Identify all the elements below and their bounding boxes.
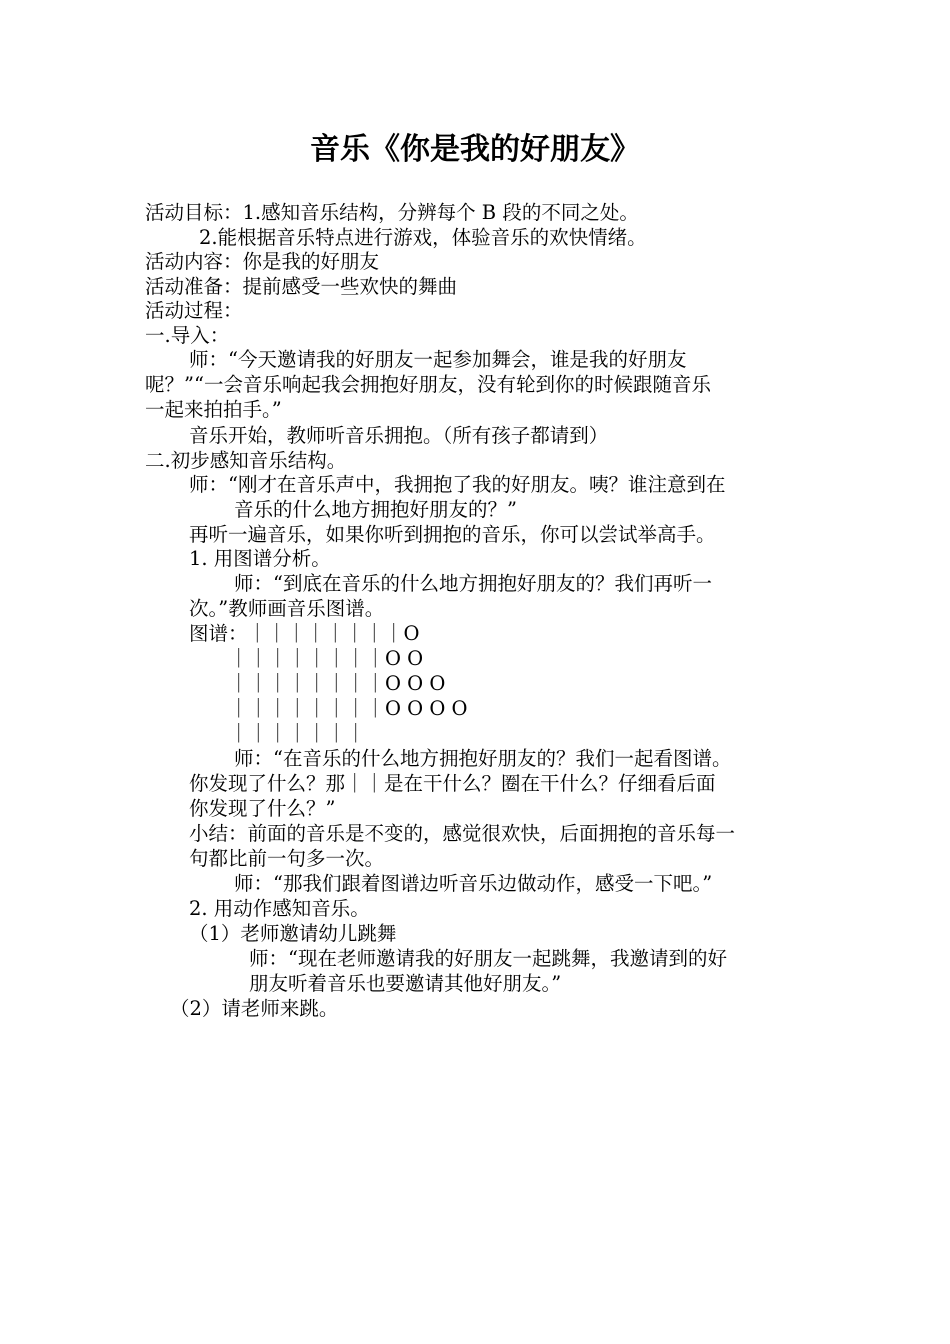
paragraph-line: 师：“那我们跟着图谱边听音乐边做动作，感受一下吧。”: [234, 872, 713, 895]
subsection-heading: 2. 用动作感知音乐。: [189, 897, 370, 920]
summary-line: 句都比前一句多一次。: [189, 847, 385, 870]
section-heading-structure: 二.初步感知音乐结构。: [145, 449, 347, 472]
paragraph-line: 朋友听着音乐也要邀请其他好朋友。”: [249, 972, 562, 995]
score-line: ｜｜｜｜｜｜｜｜O O: [229, 647, 424, 670]
paragraph-line: 音乐开始，教师听音乐拥抱。（所有孩子都请到）: [189, 424, 609, 447]
subsection-heading: 1. 用图谱分析。: [189, 547, 331, 570]
paragraph-line: 你发现了什么？那｜｜是在干什么？圈在干什么？仔细看后面: [189, 772, 716, 795]
subsection-item: （2）请老师来跳。: [170, 997, 339, 1020]
content-line: 活动内容：你是我的好朋友: [145, 250, 380, 273]
score-line: ｜｜｜｜｜｜｜｜O O O O: [229, 697, 468, 720]
paragraph-line: 你发现了什么？”: [189, 797, 336, 820]
paragraph-line: 呢？”“一会音乐响起我会拥抱好朋友，没有轮到你的时候跟随音乐: [145, 373, 711, 396]
paragraph-line: 音乐的什么地方拥抱好朋友的？”: [234, 498, 517, 521]
paragraph-line: 师：“刚才在音乐声中，我拥抱了我的好朋友。咦？谁注意到在: [189, 473, 726, 496]
goal-line-1: 活动目标：1.感知音乐结构，分辨每个 B 段的不同之处。: [145, 201, 639, 224]
preparation-line: 活动准备：提前感受一些欢快的舞曲: [145, 275, 458, 298]
score-line: ｜｜｜｜｜｜｜｜O O O: [229, 672, 446, 695]
paragraph-line: 师：“现在老师邀请我的好朋友一起跳舞，我邀请到的好: [249, 947, 727, 970]
score-line: ｜｜｜｜｜｜｜: [229, 722, 366, 745]
paragraph-line: 一起来拍拍手。”: [145, 398, 282, 421]
process-heading: 活动过程：: [145, 299, 243, 322]
document-title: 音乐《你是我的好朋友》: [310, 132, 640, 167]
summary-line: 小结：前面的音乐是不变的，感觉很欢快，后面拥抱的音乐每一: [189, 822, 736, 845]
paragraph-line: 师：“在音乐的什么地方拥抱好朋友的？我们一起看图谱。: [234, 747, 732, 770]
paragraph-line: 次。”教师画音乐图谱。: [189, 597, 385, 620]
subsection-item: （1）老师邀请幼儿跳舞: [189, 922, 397, 945]
paragraph-line: 再听一遍音乐，如果你听到拥抱的音乐，你可以尝试举高手。: [189, 523, 716, 546]
paragraph-line: 师：“到底在音乐的什么地方拥抱好朋友的？我们再听一: [234, 572, 712, 595]
section-heading-intro: 一.导入：: [145, 324, 230, 347]
goal-line-2: 2.能根据音乐特点进行游戏，体验音乐的欢快情绪。: [199, 226, 647, 249]
score-line: 图谱：｜｜｜｜｜｜｜｜O: [189, 622, 420, 645]
paragraph-line: 师：“今天邀请我的好朋友一起参加舞会，谁是我的好朋友: [189, 348, 687, 371]
